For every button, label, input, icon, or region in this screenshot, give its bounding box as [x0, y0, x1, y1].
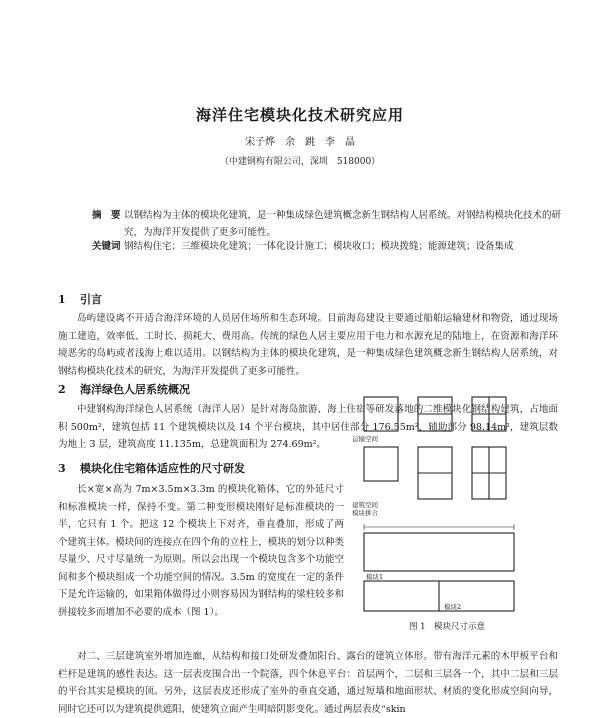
- label-module-1: 模块1: [366, 573, 384, 581]
- module-1-plan: [364, 533, 514, 571]
- keywords-block: [92, 238, 562, 255]
- keywords-text: 钢结构住宅；三维模块化建筑；一体化设计施工；模块收口；模块拨缝；能源建筑；设备集成: [124, 241, 514, 252]
- abstract-label: 摘 要: [92, 210, 121, 221]
- label-building-space: 建筑空间: [352, 501, 378, 509]
- section-3-paragraph-2: 对二、三层建筑室外增加连廊，从结构和接口处研发叠加阳台、露台的建筑立体形。带有海洋元素的木甲板平台和栏杆是建筑的感性表达。这一层表皮围合出一个院落，四个休息平台：首层两个，二层和三层各一个，其中二层和三层的平台其实是模块的顶。另外，这层表皮还形成了室外的垂直交通，通过短墙和地面形状、材质的变化形成空间向导，同时它还可以为建筑提供遮阳，使建筑立面产生明暗阴影变化。通过两层表皮“skin: [58, 651, 558, 715]
- section-3-number: 3: [58, 462, 66, 475]
- paper-authors: 宋子烨 余 跳 李 晶: [245, 137, 355, 148]
- section-3-body-full: [58, 648, 558, 718]
- section-2-paragraph: 中建钢构海洋绿色人居系统（海洋人居）是针对海岛旅游、海上住宿等研发落地的二维模块化钢结构建筑，占地面积 500m²，建筑包括 11 个建筑模块以及 14 个平台模块，其中居住部分 176.55m²，辅助部分 98.14m²，建筑层数为地上 3 层，建筑高度 11.135m，总建筑面积为 274.69m²。: [58, 404, 558, 450]
- section-2-title: 海洋绿色人居系统概况: [80, 383, 190, 396]
- section-3-body-side: [58, 481, 344, 621]
- paper-title: 海洋住宅模块化技术研究应用: [195, 106, 404, 124]
- section-3-paragraph-1: 长×宽×高为 7m×3.5m×3.3m 的模块化箱体，它的外延尺寸和标准模块一样，保持不变。第二种变形模块刚好是标准模块的一半，它只有 1 个。把这 12 个模块上下对齐，垂直叠加，形成了两个建筑主体。模块间的连接点在四个角的立柱上，模块的划分以种类尽量少、尺寸尽量统一为原则。所以会出现一个模块包含多个功能空间和多个模块组成一个功能空间的情况。3.5m 的宽度在一定的条件下是允许运输的，如果箱体做得过小则容易因为钢结构的梁柱较多和拼接较多而增加不必要的成本（图 1）。: [58, 484, 344, 618]
- abstract-text: 以钢结构为主体的模块化建筑，是一种集成绿色建筑概念新生钢结构人居系统。对钢结构模块化技术的研究，为海洋开发提供了更多可能性。: [124, 210, 562, 238]
- section-1-number: 1: [58, 293, 66, 306]
- label-module-2: 模块2: [444, 603, 462, 611]
- assembled-module-1: [364, 447, 398, 481]
- label-module-assembly: 模块拼合: [352, 509, 378, 517]
- paper-affiliation: （中建钢构有限公司，深圳 518000）: [219, 157, 381, 167]
- section-1-heading: [58, 291, 102, 307]
- keywords-label: 关键词: [92, 241, 121, 252]
- section-2-number: 2: [58, 383, 66, 396]
- transport-module-1: [364, 397, 398, 431]
- section-3-heading: [58, 460, 245, 476]
- figure-1-caption: 图 1 模块尺寸示意: [408, 622, 486, 632]
- section-1-body: [58, 310, 558, 380]
- section-1-title: 引言: [80, 293, 102, 306]
- section-2-heading: [58, 381, 190, 397]
- module-diagram: [352, 395, 542, 615]
- label-transport-space: 运输空间: [352, 435, 378, 443]
- section-3-title: 模块化住宅箱体适应性的尺寸研发: [80, 462, 245, 475]
- figure-1: [352, 395, 542, 633]
- abstract-block: [92, 207, 562, 241]
- section-1-paragraph: 岛屿建设离不开适合海洋环境的人员居住场所和生态环境。目前海岛建设主要通过船舶运输建材和物资，通过现场施工建造，效率低、工时长、损耗大、费用高。传统的绿色人居主要应用于电力和水源充足的陆地上，在资源和海洋环境恶劣的岛屿或者浅海上难以适用。以钢结构为主体的模块化建筑，是一种集成绿色建筑概念新生钢结构人居系统，对钢结构模块化技术的研究，为海洋开发提供了更多可能性。: [58, 313, 558, 377]
